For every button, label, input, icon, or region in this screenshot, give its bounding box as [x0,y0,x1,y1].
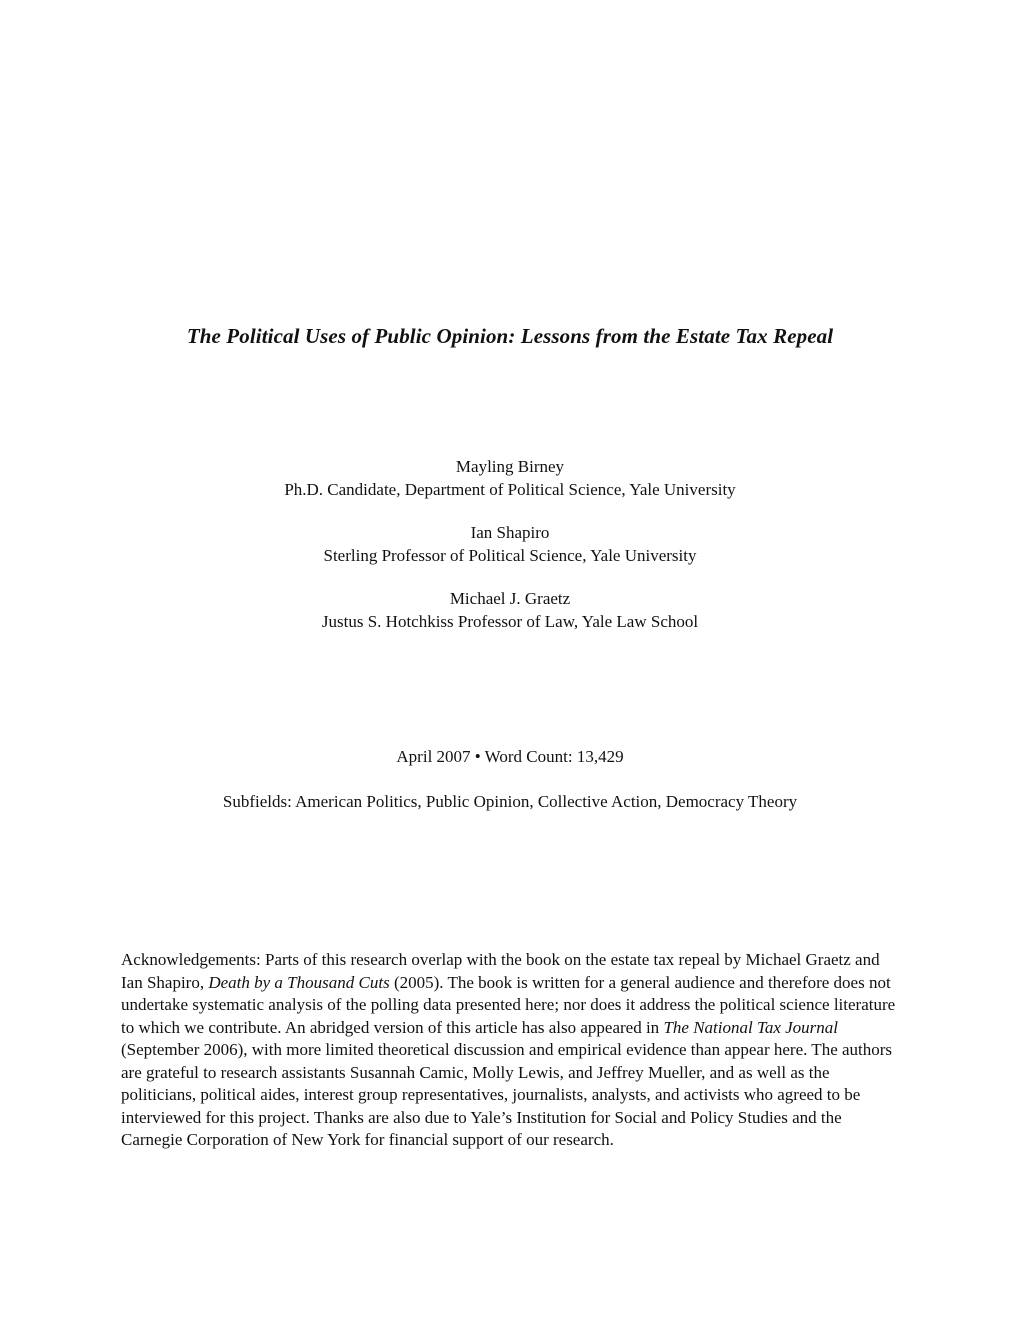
ack-text-part3: (September 2006), with more limited theoretical discussion and empirical evidence than appear here. The authors are grateful to research assistants Susannah Camic, Molly Lewis, and Jeffrey Mueller, and as well as the politicians, political aides, interest group representatives, journalists, analysts, and activists who agreed to be interviewed for this project. Thanks are also due to Yale’s Institution for Social and Policy Studies and the Carnegie Corporation of New York for financial support of our research. [121,1040,893,1149]
date-word-count: April 2007 • Word Count: 13,429 [396,747,624,766]
ack-journal-title: The National Tax Journal [663,1017,839,1037]
author-block [0,521,1020,567]
author-affiliation: Ph.D. Candidate, Department of Political Science, Yale University [284,480,736,499]
author-affiliation: Sterling Professor of Political Science, Yale University [323,546,697,565]
author-affiliation: Justus S. Hotchkiss Professor of Law, Yale Law School [321,612,699,631]
author-name: Ian Shapiro [470,523,550,542]
author-list [0,455,1020,653]
acknowledgements-paragraph [121,949,901,1152]
author-block [0,455,1020,501]
author-name: Michael J. Graetz [449,589,571,608]
author-name: Mayling Birney [455,457,565,476]
ack-text-part1: Acknowledgements: Parts of this research overlap with the book on the estate tax repeal by Michael Graetz and Ian Shapiro, [121,950,880,992]
ack-book-title: Death by a Thousand Cuts [208,972,390,992]
paper-title: The Political Uses of Public Opinion: Lessons from the Estate Tax Repeal [186,324,834,348]
author-block [0,587,1020,633]
subfields-line: Subfields: American Politics, Public Opinion, Collective Action, Democracy Theory [222,792,798,811]
ack-text-part2: (2005). The book is written for a general audience and therefore does not undertake systematic analysis of the polling data presented here; nor does it address the political science literature to which we contribute. An abridged version of this article has also appeared in [121,972,896,1037]
